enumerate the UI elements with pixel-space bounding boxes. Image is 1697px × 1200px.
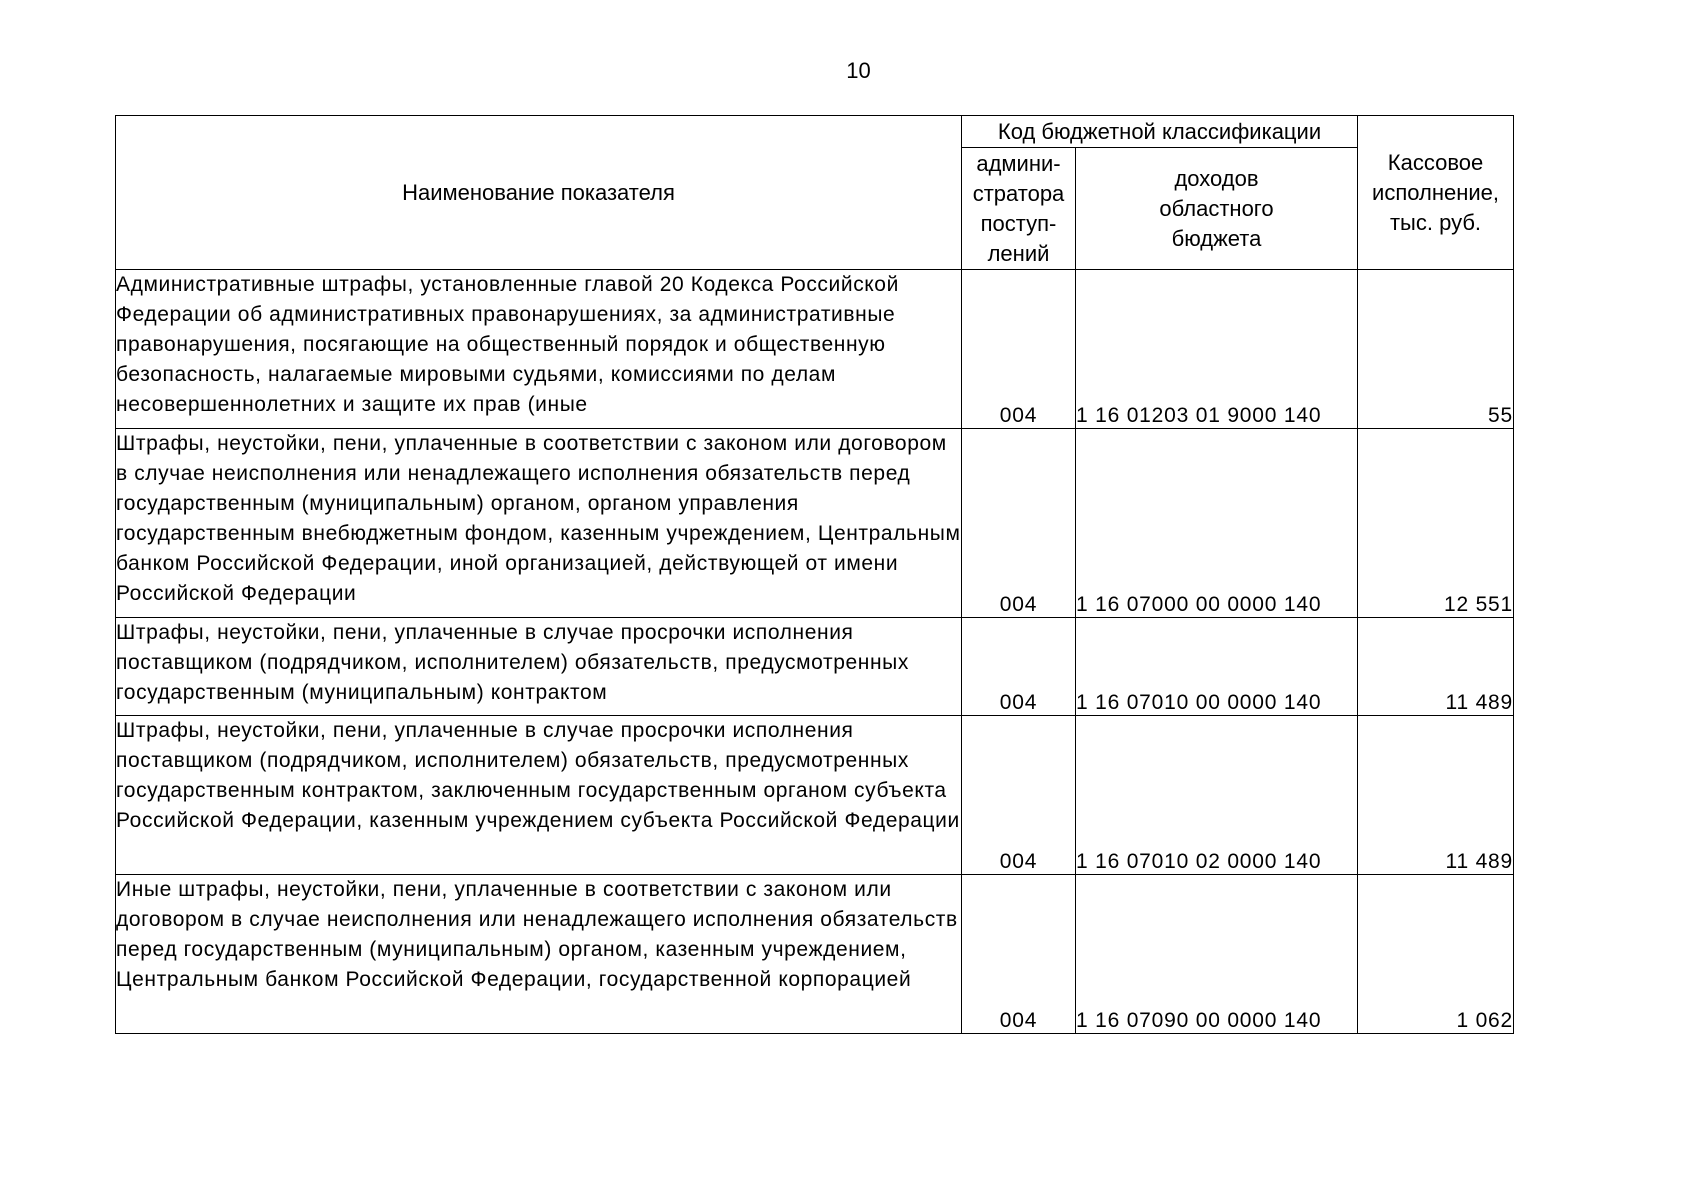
row-indicator-name: Иные штрафы, неустойки, пени, уплаченные в соответствии с законом или договором в случае неисполнения или ненадлежащего исполнения обязательств перед государственным (муниципальным) органом, казенным учреждением, Центральным банком Российской Федерации, государственной корпорацией: [116, 875, 962, 1034]
table-row: [116, 270, 1514, 429]
header-budget-classification-code: Код бюджетной классификации: [962, 116, 1358, 148]
header-indicator-name: Наименование показателя: [116, 116, 962, 270]
row-revenue-code: 1 16 07010 00 0000 140: [1076, 618, 1358, 716]
row-revenue-code: 1 16 07010 02 0000 140: [1076, 716, 1358, 875]
table-row: [116, 429, 1514, 618]
header-revenue-administrator: админи- стратора поступ- лений: [962, 148, 1076, 270]
row-revenue-code: 1 16 01203 01 9000 140: [1076, 270, 1358, 429]
row-indicator-name: Штрафы, неустойки, пени, уплаченные в соответствии с законом или договором в случае неисполнения или ненадлежащего исполнения обязательств перед государственным (муниципальным) органом, органом управления государственным внебюджетным фондом, казенным учреждением, Центральным банком Российской Федерации, иной организацией, действующей от имени Российской Федерации: [116, 429, 962, 618]
row-cash-amount: 11 489: [1358, 618, 1514, 716]
table-row: [116, 875, 1514, 1034]
row-admin-code: 004: [962, 429, 1076, 618]
budget-revenue-table: [115, 115, 1514, 1034]
row-revenue-code: 1 16 07000 00 0000 140: [1076, 429, 1358, 618]
row-admin-code: 004: [962, 618, 1076, 716]
row-cash-amount: 12 551: [1358, 429, 1514, 618]
row-indicator-name: Штрафы, неустойки, пени, уплаченные в случае просрочки исполнения поставщиком (подрядчиком, исполнителем) обязательств, предусмотренных государственным (муниципальным) контрактом: [116, 618, 962, 716]
row-admin-code: 004: [962, 270, 1076, 429]
row-cash-amount: 11 489: [1358, 716, 1514, 875]
row-admin-code: 004: [962, 716, 1076, 875]
page-number: 10: [846, 58, 871, 83]
row-admin-code: 004: [962, 875, 1076, 1034]
row-cash-amount: 55: [1358, 270, 1514, 429]
table-row: [116, 716, 1514, 875]
header-regional-budget-revenue: доходов областного бюджета: [1076, 148, 1358, 270]
row-indicator-name: Штрафы, неустойки, пени, уплаченные в случае просрочки исполнения поставщиком (подрядчиком, исполнителем) обязательств, предусмотренных государственным контрактом, заключенным государственным органом субъекта Российской Федерации, казенным учреждением субъекта Российской Федерации: [116, 716, 962, 875]
header-cash-execution: Кассовое исполнение, тыс. руб.: [1358, 116, 1514, 270]
row-indicator-name: Административные штрафы, установленные главой 20 Кодекса Российской Федерации об административных правонарушениях, за административные правонарушения, посягающие на общественный порядок и общественную безопасность, налагаемые мировыми судьями, комиссиями по делам несовершеннолетних и защите их прав (иные: [116, 270, 962, 429]
table-row: [116, 618, 1514, 716]
row-revenue-code: 1 16 07090 00 0000 140: [1076, 875, 1358, 1034]
row-cash-amount: 1 062: [1358, 875, 1514, 1034]
